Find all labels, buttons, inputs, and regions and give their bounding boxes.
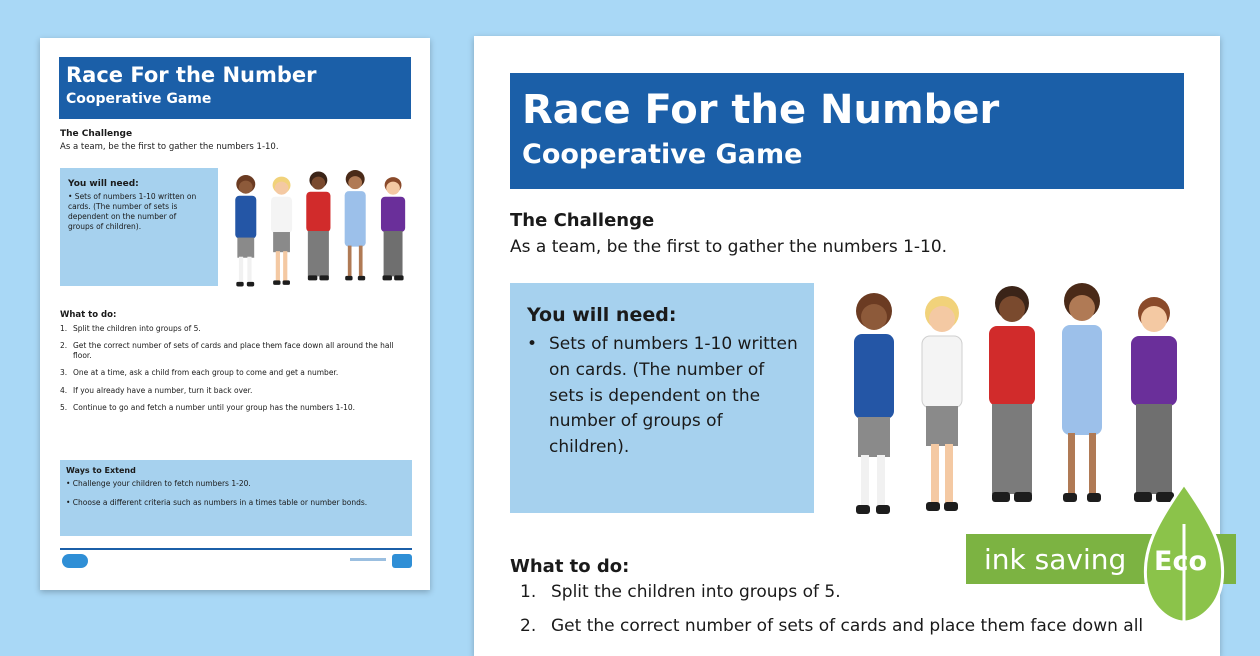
- twinkl-logo: [62, 554, 88, 568]
- child-4: [1062, 283, 1102, 502]
- step-number: 2.: [520, 616, 537, 637]
- extend-item: • Challenge your children to fetch numbers 1-20.: [66, 479, 251, 488]
- need-heading: You will need:: [68, 179, 139, 189]
- step-item: [60, 324, 410, 334]
- step-number: 2.: [60, 341, 68, 351]
- footer-divider: [60, 548, 412, 550]
- step-number: 5.: [60, 402, 68, 412]
- step-text: Get the correct number of sets of cards and place them face down all: [551, 616, 1144, 637]
- eco-label: Eco: [1154, 546, 1207, 577]
- step-item: [60, 386, 410, 396]
- ink-saving-eco-badge: [966, 484, 1260, 630]
- footer-url: [350, 558, 386, 561]
- step-text: Split the children into groups of 5.: [551, 582, 841, 602]
- child-2: [271, 177, 292, 285]
- footer-logo: [392, 554, 412, 568]
- child-4: [345, 170, 366, 280]
- title-banner: [510, 73, 1184, 189]
- child-1: [854, 293, 894, 514]
- children-illustration: [230, 168, 412, 293]
- step-item: [60, 368, 410, 378]
- need-item: • Sets of numbers 1-10 written on cards. (The number of sets is dependent on the number of groups of children).: [68, 192, 197, 232]
- page-title: Race For the Number: [66, 63, 317, 87]
- step-number: 4.: [60, 385, 68, 395]
- title-banner: [59, 57, 411, 119]
- step-text: Get the correct number of sets of cards and place them face down all around the hall floor.: [73, 341, 394, 361]
- step-item: [60, 341, 410, 361]
- extend-item: • Choose a different criteria such as numbers in a times table or number bonds.: [66, 498, 368, 507]
- child-3: [989, 286, 1035, 502]
- page-subtitle: Cooperative Game: [66, 91, 212, 107]
- challenge-text: As a team, be the first to gather the numbers 1-10.: [510, 237, 948, 257]
- step-text: One at a time, ask a child from each group to come and get a number.: [73, 368, 339, 378]
- challenge-text: As a team, be the first to gather the numbers 1-10.: [60, 142, 279, 152]
- challenge-heading: The Challenge: [510, 210, 655, 231]
- need-item: Sets of numbers 1-10 written on cards. (The number of sets is dependent on the number of groups of children).: [549, 334, 798, 458]
- challenge-heading: The Challenge: [60, 129, 133, 139]
- step-number: 1.: [520, 582, 537, 602]
- step-text: Continue to go and fetch a number until your group has the numbers 1-10.: [73, 402, 356, 412]
- child-1: [235, 175, 256, 286]
- step-text: Split the children into groups of 5.: [73, 324, 201, 333]
- need-heading: You will need:: [527, 304, 677, 326]
- steps-list: [60, 324, 410, 420]
- eco-leaf-icon: [966, 484, 1260, 630]
- you-will-need-box: [60, 168, 218, 286]
- page-title: Race For the Number: [522, 87, 1000, 133]
- child-5: [1131, 297, 1177, 502]
- step-number: 1.: [60, 324, 68, 333]
- small-page-preview[interactable]: [40, 38, 430, 590]
- step-text: If you already have a number, turn it back over.: [73, 385, 253, 395]
- step-number: 3.: [60, 368, 68, 378]
- what-to-do-heading: What to do:: [510, 556, 630, 577]
- ink-saving-label: ink saving: [984, 543, 1127, 576]
- step-item: [60, 403, 410, 413]
- page-subtitle: Cooperative Game: [522, 139, 803, 170]
- what-to-do-heading: What to do:: [60, 310, 117, 320]
- child-5: [381, 177, 405, 280]
- extend-heading: Ways to Extend: [66, 466, 136, 475]
- you-will-need-box: [510, 283, 814, 513]
- bullet: •: [527, 334, 538, 354]
- child-2: [922, 296, 962, 511]
- child-3: [306, 172, 330, 281]
- ways-to-extend-box: [60, 460, 412, 536]
